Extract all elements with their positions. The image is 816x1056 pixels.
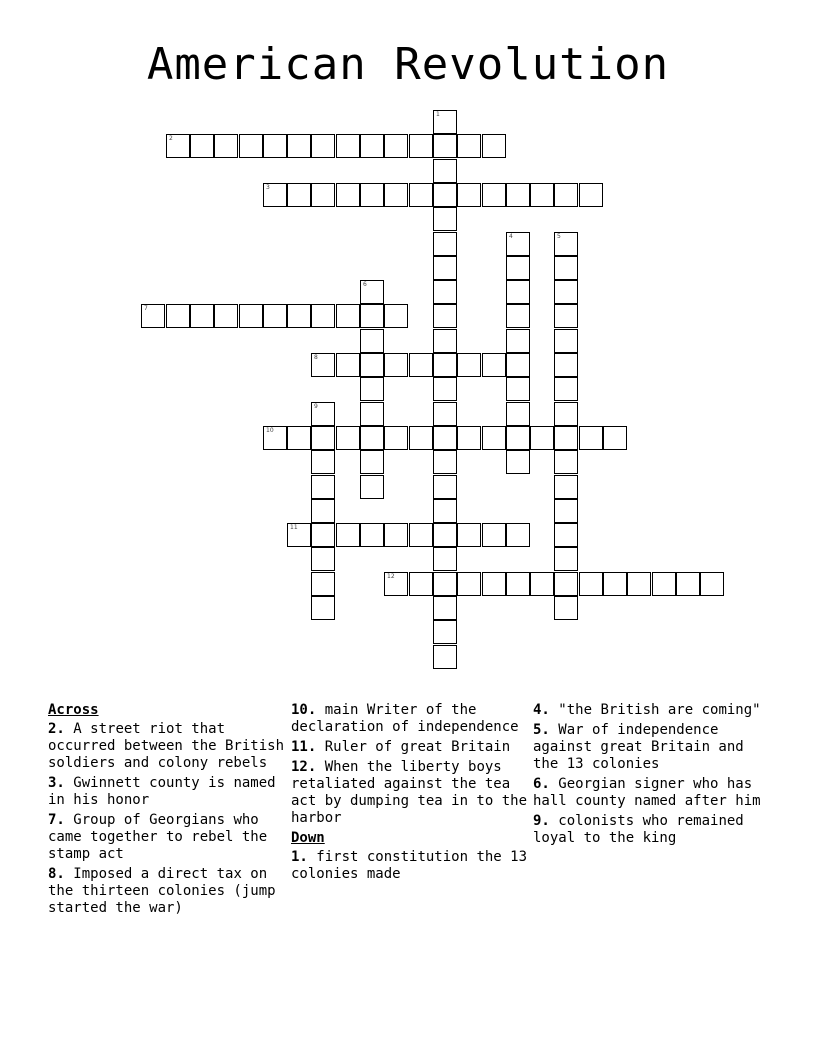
grid-cell[interactable] xyxy=(384,304,408,328)
grid-cell[interactable] xyxy=(482,183,506,207)
clue-down-9: 9. colonists who remained loyal to the king xyxy=(533,813,744,846)
grid-cell[interactable] xyxy=(554,304,578,328)
grid-cell[interactable] xyxy=(360,280,384,304)
grid-cell[interactable] xyxy=(433,523,457,547)
puzzle-title: American Revolution xyxy=(146,39,670,90)
grid-cell[interactable] xyxy=(190,304,214,328)
cell-number: 4 xyxy=(509,233,513,240)
grid-cell[interactable] xyxy=(482,523,506,547)
grid-cell[interactable] xyxy=(433,304,457,328)
grid-cell[interactable] xyxy=(360,183,384,207)
grid-cell[interactable] xyxy=(579,426,603,450)
grid-cell[interactable] xyxy=(287,183,311,207)
grid-cell[interactable] xyxy=(482,134,506,158)
grid-cell[interactable] xyxy=(311,596,335,620)
clue-column-1 xyxy=(48,702,284,920)
grid-cell[interactable] xyxy=(384,134,408,158)
cell-number: 7 xyxy=(144,305,148,312)
grid-cell[interactable] xyxy=(506,426,530,450)
grid-cell[interactable] xyxy=(554,450,578,474)
grid-cell[interactable] xyxy=(457,523,481,547)
grid-cell[interactable] xyxy=(311,475,335,499)
grid-cell[interactable] xyxy=(287,523,311,547)
across-heading: Across xyxy=(48,702,99,718)
grid-cell[interactable] xyxy=(554,523,578,547)
grid-cell[interactable] xyxy=(433,207,457,231)
grid-cell[interactable] xyxy=(482,353,506,377)
clue-across-12: 12. When the liberty boys retaliated against the tea act by dumping tea in to the harbor xyxy=(291,759,528,826)
grid-cell[interactable] xyxy=(554,499,578,523)
grid-cell[interactable] xyxy=(360,475,384,499)
grid-cell[interactable] xyxy=(433,620,457,644)
grid-cell[interactable] xyxy=(652,572,676,596)
grid-cell[interactable] xyxy=(263,134,287,158)
grid-cell[interactable] xyxy=(554,329,578,353)
grid-cell[interactable] xyxy=(554,572,578,596)
grid-cell[interactable] xyxy=(433,547,457,571)
grid-cell[interactable] xyxy=(603,426,627,450)
grid-cell[interactable] xyxy=(482,426,506,450)
grid-cell[interactable] xyxy=(457,134,481,158)
grid-cell[interactable] xyxy=(676,572,700,596)
grid-cell[interactable] xyxy=(433,110,457,134)
grid-cell[interactable] xyxy=(311,499,335,523)
grid-cell[interactable] xyxy=(603,572,627,596)
grid-cell[interactable] xyxy=(336,183,360,207)
grid-cell[interactable] xyxy=(360,304,384,328)
grid-cell[interactable] xyxy=(506,304,530,328)
clue-down-1: 1. first constitution the 13 colonies made xyxy=(291,849,528,882)
grid-cell[interactable] xyxy=(579,183,603,207)
clue-column-3 xyxy=(533,702,769,850)
cell-number: 12 xyxy=(387,573,395,580)
grid-cell[interactable] xyxy=(433,183,457,207)
grid-cell[interactable] xyxy=(336,304,360,328)
grid-cell[interactable] xyxy=(263,426,287,450)
grid-cell[interactable] xyxy=(530,572,554,596)
grid-cell[interactable] xyxy=(554,426,578,450)
clue-across-2: 2. A street riot that occurred between the British soldiers and colony rebels xyxy=(48,721,285,771)
grid-cell[interactable] xyxy=(311,134,335,158)
grid-cell[interactable] xyxy=(433,377,457,401)
grid-cell[interactable] xyxy=(433,402,457,426)
grid-cell[interactable] xyxy=(506,572,530,596)
grid-cell[interactable] xyxy=(433,572,457,596)
clue-across-11: 11. Ruler of great Britain xyxy=(291,739,511,755)
grid-cell[interactable] xyxy=(433,232,457,256)
grid-cell[interactable] xyxy=(360,450,384,474)
cell-number: 3 xyxy=(266,184,270,191)
grid-cell[interactable] xyxy=(554,402,578,426)
grid-cell[interactable] xyxy=(554,256,578,280)
grid-cell[interactable] xyxy=(506,523,530,547)
cell-number: 9 xyxy=(314,403,318,410)
grid-cell[interactable] xyxy=(409,426,433,450)
grid-cell[interactable] xyxy=(263,304,287,328)
clue-across-8: 8. Imposed a direct tax on the thirteen colonies (jump started the war) xyxy=(48,866,276,916)
grid-cell[interactable] xyxy=(506,280,530,304)
grid-cell[interactable] xyxy=(287,304,311,328)
grid-cell[interactable] xyxy=(239,304,263,328)
grid-cell[interactable] xyxy=(700,572,724,596)
down-heading: Down xyxy=(291,830,325,846)
grid-cell[interactable] xyxy=(409,134,433,158)
grid-cell[interactable] xyxy=(554,547,578,571)
clue-down-4: 4. "the British are coming" xyxy=(533,702,761,718)
grid-cell[interactable] xyxy=(433,426,457,450)
grid-cell[interactable] xyxy=(214,134,238,158)
grid-cell[interactable] xyxy=(433,596,457,620)
grid-cell[interactable] xyxy=(311,304,335,328)
grid-cell[interactable] xyxy=(311,426,335,450)
grid-cell[interactable] xyxy=(287,134,311,158)
grid-cell[interactable] xyxy=(409,353,433,377)
grid-cell[interactable] xyxy=(554,232,578,256)
cell-number: 6 xyxy=(363,281,367,288)
grid-cell[interactable] xyxy=(384,183,408,207)
grid-cell[interactable] xyxy=(263,183,287,207)
grid-cell[interactable] xyxy=(311,183,335,207)
grid-cell[interactable] xyxy=(506,329,530,353)
grid-cell[interactable] xyxy=(554,183,578,207)
grid-cell[interactable] xyxy=(506,377,530,401)
grid-cell[interactable] xyxy=(360,134,384,158)
cell-number: 10 xyxy=(266,427,274,434)
grid-cell[interactable] xyxy=(506,183,530,207)
grid-cell[interactable] xyxy=(336,523,360,547)
grid-cell[interactable] xyxy=(433,280,457,304)
grid-cell[interactable] xyxy=(141,304,165,328)
grid-cell[interactable] xyxy=(384,353,408,377)
grid-cell[interactable] xyxy=(457,353,481,377)
grid-cell[interactable] xyxy=(287,426,311,450)
grid-cell[interactable] xyxy=(336,426,360,450)
cell-number: 8 xyxy=(314,354,318,361)
grid-cell[interactable] xyxy=(360,377,384,401)
grid-cell[interactable] xyxy=(409,183,433,207)
grid-cell[interactable] xyxy=(433,329,457,353)
clue-down-5: 5. War of independence against great Britain and the 13 colonies xyxy=(533,722,744,772)
grid-cell[interactable] xyxy=(190,134,214,158)
grid-cell[interactable] xyxy=(336,353,360,377)
clue-across-3: 3. Gwinnett county is named in his honor xyxy=(48,775,276,808)
grid-cell[interactable] xyxy=(482,572,506,596)
grid-cell[interactable] xyxy=(384,572,408,596)
grid-cell[interactable] xyxy=(457,183,481,207)
grid-cell[interactable] xyxy=(166,134,190,158)
grid-cell[interactable] xyxy=(433,353,457,377)
grid-cell[interactable] xyxy=(506,402,530,426)
grid-cell[interactable] xyxy=(311,353,335,377)
grid-cell[interactable] xyxy=(554,377,578,401)
grid-cell[interactable] xyxy=(506,450,530,474)
clue-column-2 xyxy=(291,702,527,886)
grid-cell[interactable] xyxy=(311,572,335,596)
grid-cell[interactable] xyxy=(409,572,433,596)
grid-cell[interactable] xyxy=(433,475,457,499)
grid-cell[interactable] xyxy=(457,426,481,450)
grid-cell[interactable] xyxy=(530,183,554,207)
grid-cell[interactable] xyxy=(554,596,578,620)
grid-cell[interactable] xyxy=(384,426,408,450)
cell-number: 1 xyxy=(436,111,440,118)
grid-cell[interactable] xyxy=(311,523,335,547)
grid-cell[interactable] xyxy=(433,159,457,183)
clue-across-10: 10. main Writer of the declaration of independence xyxy=(291,702,519,735)
grid-cell[interactable] xyxy=(360,353,384,377)
grid-cell[interactable] xyxy=(311,402,335,426)
grid-cell[interactable] xyxy=(433,134,457,158)
grid-cell[interactable] xyxy=(554,280,578,304)
grid-cell[interactable] xyxy=(554,475,578,499)
grid-cell[interactable] xyxy=(336,134,360,158)
grid-cell[interactable] xyxy=(457,572,481,596)
clue-across-7: 7. Group of Georgians who came together to rebel the stamp act xyxy=(48,812,268,862)
grid-cell[interactable] xyxy=(433,256,457,280)
grid-cell[interactable] xyxy=(311,547,335,571)
grid-cell[interactable] xyxy=(360,329,384,353)
grid-cell[interactable] xyxy=(433,499,457,523)
cell-number: 5 xyxy=(557,233,561,240)
grid-cell[interactable] xyxy=(433,450,457,474)
clue-down-6: 6. Georgian signer who has hall county named after him xyxy=(533,776,761,809)
grid-cell[interactable] xyxy=(530,426,554,450)
grid-cell[interactable] xyxy=(506,256,530,280)
grid-cell[interactable] xyxy=(433,645,457,669)
grid-cell[interactable] xyxy=(214,304,238,328)
grid-cell[interactable] xyxy=(360,402,384,426)
grid-cell[interactable] xyxy=(409,523,433,547)
grid-cell[interactable] xyxy=(384,523,408,547)
grid-cell[interactable] xyxy=(311,450,335,474)
cell-number: 11 xyxy=(290,524,298,531)
grid-cell[interactable] xyxy=(506,232,530,256)
grid-cell[interactable] xyxy=(166,304,190,328)
grid-cell[interactable] xyxy=(506,353,530,377)
grid-cell[interactable] xyxy=(239,134,263,158)
grid-cell[interactable] xyxy=(554,353,578,377)
grid-cell[interactable] xyxy=(579,572,603,596)
grid-cell[interactable] xyxy=(360,523,384,547)
grid-cell[interactable] xyxy=(627,572,651,596)
cell-number: 2 xyxy=(169,135,173,142)
grid-cell[interactable] xyxy=(360,426,384,450)
